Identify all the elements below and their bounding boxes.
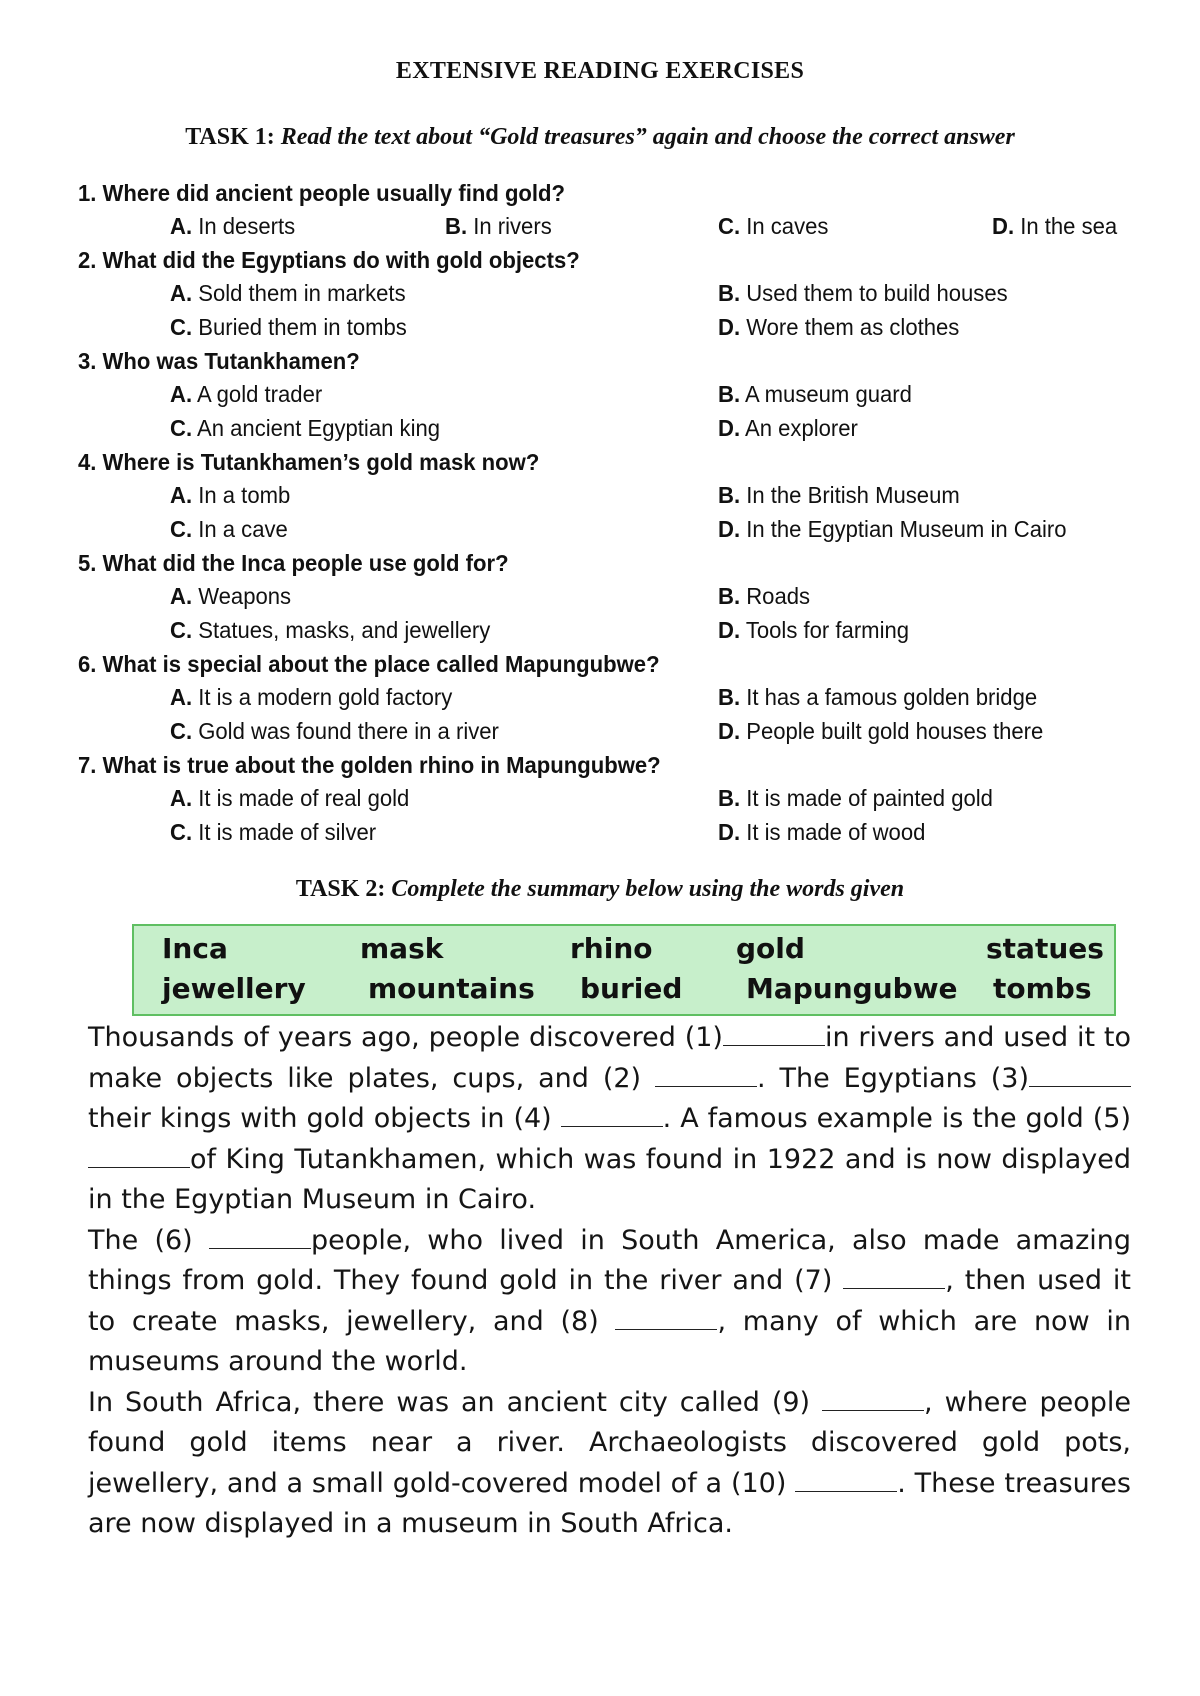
word-bank-item: jewellery [162,972,306,1005]
q7-option-d [718,819,925,846]
q7-option-b [718,785,993,812]
blank-number-6: (6) [154,1224,193,1256]
q3-option-a [170,381,322,408]
option-letter: B. [718,583,741,609]
word-bank-item: Mapungubwe [746,972,958,1005]
option-text: Roads [746,583,811,609]
q3-option-d [718,415,858,442]
blank-number-2: (2) [602,1062,642,1094]
q5-option-a [170,583,291,610]
blank-1[interactable] [723,1023,825,1046]
option-text: It is made of silver [198,819,377,845]
option-letter: D. [718,516,741,542]
summary-text-segment: their kings with gold objects in [88,1103,514,1134]
summary-paragraph-2 [88,1221,1131,1383]
q6-option-c [170,718,499,745]
q1-option-c [718,213,828,240]
option-letter: A. [170,583,193,609]
q6-option-a [170,684,452,711]
q1-option-a [170,213,295,240]
option-letter: B. [718,785,741,811]
option-text: Sold them in markets [198,280,406,306]
option-text: Used them to build houses [746,280,1008,306]
q7-option-c [170,819,376,846]
option-letter: A. [170,381,193,407]
task1-label: TASK 1: [185,124,275,150]
option-text: Wore them as clothes [746,314,960,340]
option-letter: A. [170,482,193,508]
option-text: Tools for farming [745,617,910,643]
q5-option-d [718,617,909,644]
option-text: It has a famous golden bridge [746,684,1038,710]
blank-2[interactable] [655,1064,757,1087]
blank-number-8: (8) [560,1305,599,1337]
option-letter: C. [718,213,741,239]
question-7: 7. What is true about the golden rhino in Mapungubwe? [78,752,661,778]
option-letter: A. [170,280,193,306]
q1-option-b [445,213,552,240]
option-letter: B. [718,381,741,407]
option-letter: D. [718,718,741,744]
word-bank-item: mask [360,932,444,965]
blank-number-4: (4) [513,1103,552,1134]
q4-option-a [170,482,290,509]
summary-text-segment: . The Egyptians [757,1062,991,1094]
task2-instruction: Complete the summary below using the words given [391,876,905,902]
option-letter: A. [170,213,193,239]
option-text: In the Egyptian Museum in Cairo [746,516,1067,542]
blank-number-3: (3) [990,1062,1029,1094]
summary-paragraph-3 [88,1383,1131,1545]
q4-option-c [170,516,288,543]
option-text: It is made of painted gold [746,785,993,811]
option-text: Statues, masks, and jewellery [198,617,491,643]
option-text: A museum guard [745,381,912,407]
option-letter: C. [170,314,193,340]
q4-option-b [718,482,960,509]
option-text: People built gold houses there [746,718,1044,744]
word-bank-item: rhino [570,932,653,965]
task2-label: TASK 2: [295,876,386,902]
q2-option-b [718,280,1008,307]
blank-6[interactable] [209,1226,311,1249]
blank-number-7: (7) [794,1265,833,1296]
word-bank-item: tombs [993,972,1092,1005]
q1-option-d [992,213,1117,240]
blank-number-5: (5) [1092,1103,1131,1134]
summary-text-segment: . These treasures are now displayed in a museum in South Africa. [88,1467,1131,1539]
word-bank-item: mountains [368,972,535,1005]
q3-option-b [718,381,912,408]
option-text: In deserts [198,213,296,239]
word-bank-item: buried [580,972,683,1005]
word-bank-item: Inca [162,932,228,965]
summary-text-segment: Thousands of years ago, people discovered [88,1022,685,1053]
option-text: It is made of real gold [198,785,410,811]
blank-number-9: (9) [771,1386,811,1418]
question-1: 1. Where did ancient people usually find gold? [78,180,566,206]
summary-text-segment: , where people found gold items near a river. Archaeologists discovered gold pots, jewellery, and a small gold-covered model of a [88,1386,1131,1499]
q5-option-c [170,617,490,644]
option-letter: C. [170,516,193,542]
q2-option-d [718,314,959,341]
summary-text-segment: , then used it to create masks, jewellery, and [88,1265,1131,1337]
blank-5[interactable] [88,1145,190,1168]
document-title: EXTENSIVE READING EXERCISES [395,58,805,84]
option-letter: C. [170,718,193,744]
summary-text-segment: The [88,1224,155,1256]
question-5: 5. What did the Inca people use gold for? [78,550,509,576]
option-text: In a tomb [198,482,291,508]
summary-text-segment: people, who lived in South America, also made amazing things from gold. They found gold in the river and [88,1224,1132,1296]
summary-paragraph-1 [88,1018,1131,1221]
option-letter: D. [718,617,741,643]
word-bank-item: gold [736,932,805,965]
option-text: In the sea [1020,213,1118,239]
q7-option-a [170,785,409,812]
summary-text [88,1018,1131,1545]
blank-number-1: (1) [684,1022,723,1053]
option-text: A gold trader [197,381,323,407]
task2-heading [0,876,1200,903]
option-text: In rivers [473,213,552,239]
option-letter: C. [170,617,193,643]
word-bank [132,924,1116,1016]
option-text: It is a modern gold factory [198,684,453,710]
word-bank-item: statues [986,932,1104,965]
option-text: Weapons [198,583,292,609]
task1-heading [0,124,1200,151]
summary-text-segment: . A famous example is the gold [662,1103,1093,1134]
option-letter: D. [992,213,1015,239]
option-text: In the British Museum [746,482,960,508]
option-letter: D. [718,314,741,340]
option-letter: B. [718,280,741,306]
q2-option-a [170,280,406,307]
blank-4[interactable] [561,1104,663,1127]
blank-7[interactable] [843,1266,945,1289]
blank-number-10: (10) [730,1467,787,1499]
summary-text-segment: in rivers and used it to make objects like plates, cups, and [88,1022,1131,1094]
blank-9[interactable] [822,1388,924,1411]
blank-8[interactable] [615,1307,717,1330]
summary-text-segment: In South Africa, there was an ancient city called [88,1386,772,1418]
option-text: An ancient Egyptian king [197,415,441,441]
q5-option-b [718,583,810,610]
option-letter: B. [445,213,468,239]
option-text: An explorer [745,415,858,441]
task1-instruction: Read the text about “Gold treasures” again and choose the correct answer [280,124,1015,150]
option-letter: B. [718,684,741,710]
summary-text-segment: of King Tutankhamen, which was found in 1922 and is now displayed in the Egyptian Museum in Cairo. [88,1143,1131,1215]
option-letter: B. [718,482,741,508]
q6-option-b [718,684,1037,711]
q4-option-d [718,516,1067,543]
option-letter: C. [170,819,193,845]
option-text: It is made of wood [746,819,926,845]
question-2: 2. What did the Egyptians do with gold objects? [78,247,580,273]
q3-option-c [170,415,440,442]
option-letter: A. [170,785,193,811]
option-text: Gold was found there in a river [198,718,499,744]
option-text: In a cave [198,516,288,542]
question-3: 3. Who was Tutankhamen? [78,348,360,374]
option-text: Buried them in tombs [198,314,407,340]
question-4: 4. Where is Tutankhamen’s gold mask now? [78,449,540,475]
option-letter: C. [170,415,193,441]
question-6: 6. What is special about the place called Mapungubwe? [78,651,660,677]
option-letter: D. [718,819,741,845]
option-letter: D. [718,415,741,441]
q6-option-d [718,718,1043,745]
blank-3[interactable] [1029,1064,1131,1087]
option-text: In caves [746,213,829,239]
option-letter: A. [170,684,193,710]
q2-option-c [170,314,407,341]
blank-10[interactable] [795,1469,897,1492]
summary-text-segment: , many of which are now in museums around the world. [88,1305,1131,1377]
